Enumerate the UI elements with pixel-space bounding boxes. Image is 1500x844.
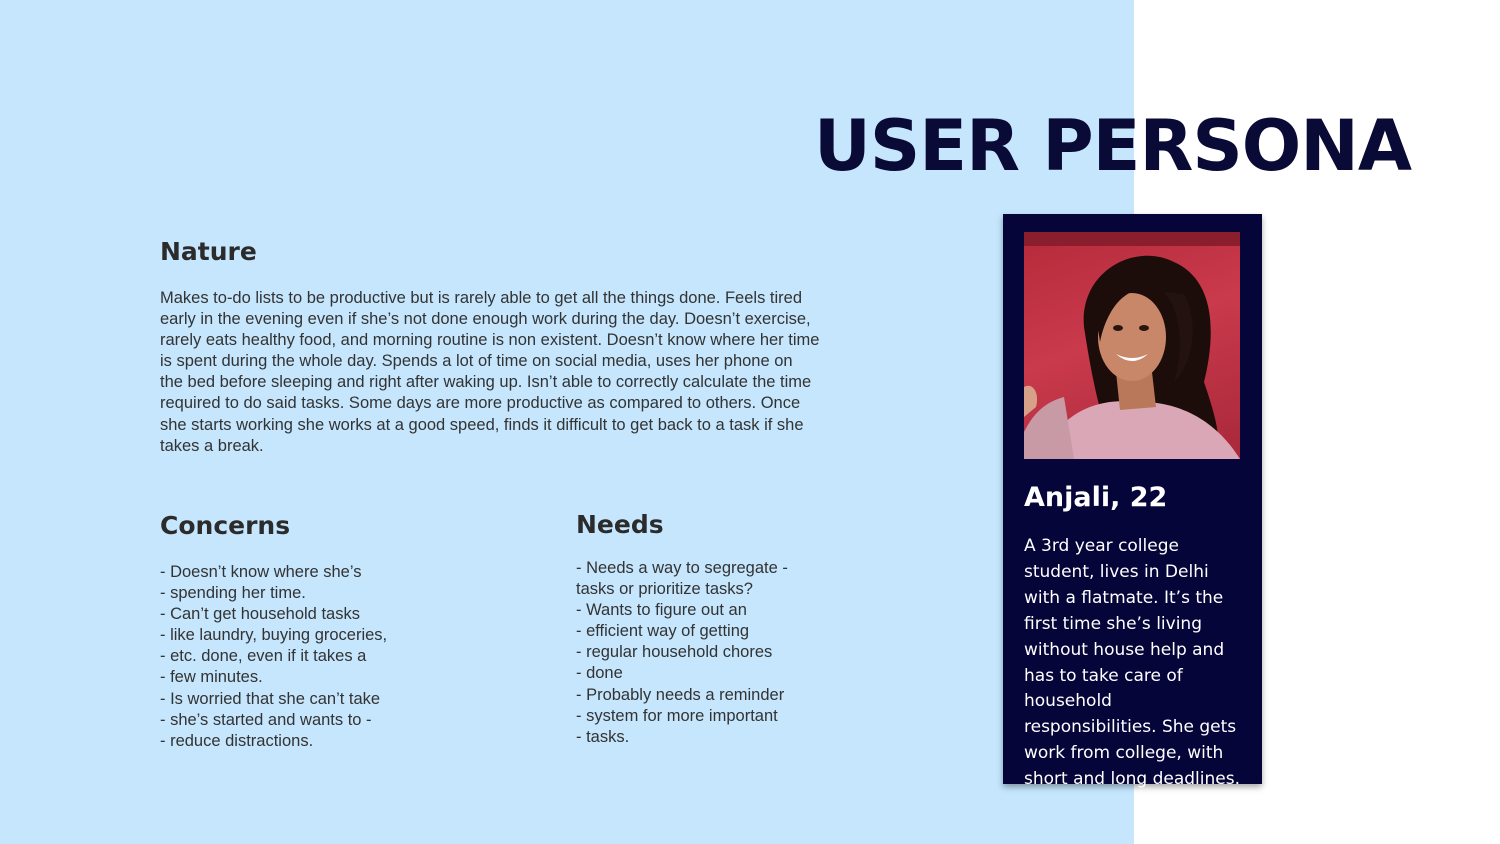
concerns-heading: Concerns — [160, 511, 291, 540]
list-item: - Probably needs a reminder — [576, 685, 785, 704]
list-item: - Wants to figure out an — [576, 601, 747, 620]
list-item: - reduce distractions. — [160, 731, 314, 750]
list-item: - tasks. — [576, 727, 630, 746]
persona-photo — [1024, 232, 1240, 459]
list-item: - system for more important — [576, 706, 778, 725]
list-item: - Can’t get household tasks — [160, 605, 360, 624]
list-item: - she’s started and wants to - — [160, 710, 372, 729]
list-item: - Is worried that she can’t take — [160, 689, 381, 708]
concerns-list — [160, 562, 540, 752]
list-item: tasks or prioritize tasks? — [576, 580, 753, 599]
list-item: - like laundry, buying groceries, — [160, 626, 388, 645]
portrait-illustration — [1024, 232, 1240, 459]
list-item: - spending her time. — [160, 584, 306, 603]
persona-name: Anjali, 22 — [1024, 482, 1168, 513]
list-item: - etc. done, even if it takes a — [160, 647, 367, 666]
list-item: - efficient way of getting — [576, 622, 750, 641]
list-item: - Needs a way to segregate - — [576, 559, 788, 577]
page-title: USER PERSONA — [814, 105, 1412, 187]
persona-bio: A 3rd year college student, lives in Delhi with a flatmate. It’s the first time she’s living without house help and has to take care of household responsibilities. She gets work from college, with short and long deadlines. — [1024, 536, 1240, 790]
persona-card — [1003, 214, 1262, 790]
list-item: - Doesn’t know where she’s — [160, 563, 362, 581]
needs-list — [576, 558, 956, 748]
nature-heading: Nature — [160, 237, 257, 266]
list-item: - few minutes. — [160, 668, 263, 687]
list-item: - done — [576, 664, 623, 683]
nature-text: Makes to-do lists to be productive but is rarely able to get all the things done. Feels tired early in the evening even if she’s not done enough work during the day. Doesn’t exercise, rarely eats healthy food, and morning routine is non existent. Doesn’t know where her time is spent during the whole day. Spends a lot of time on social media, uses her phone on the bed before sleeping and right after waking up. Isn’t able to correctly calculate the time required to do said tasks. Some days are more productive as compared to others. Once she starts working she works at a good speed, finds it difficult to get back to a task if she takes a break. — [160, 289, 820, 455]
list-item: - regular household chores — [576, 643, 773, 662]
needs-heading: Needs — [576, 510, 664, 539]
